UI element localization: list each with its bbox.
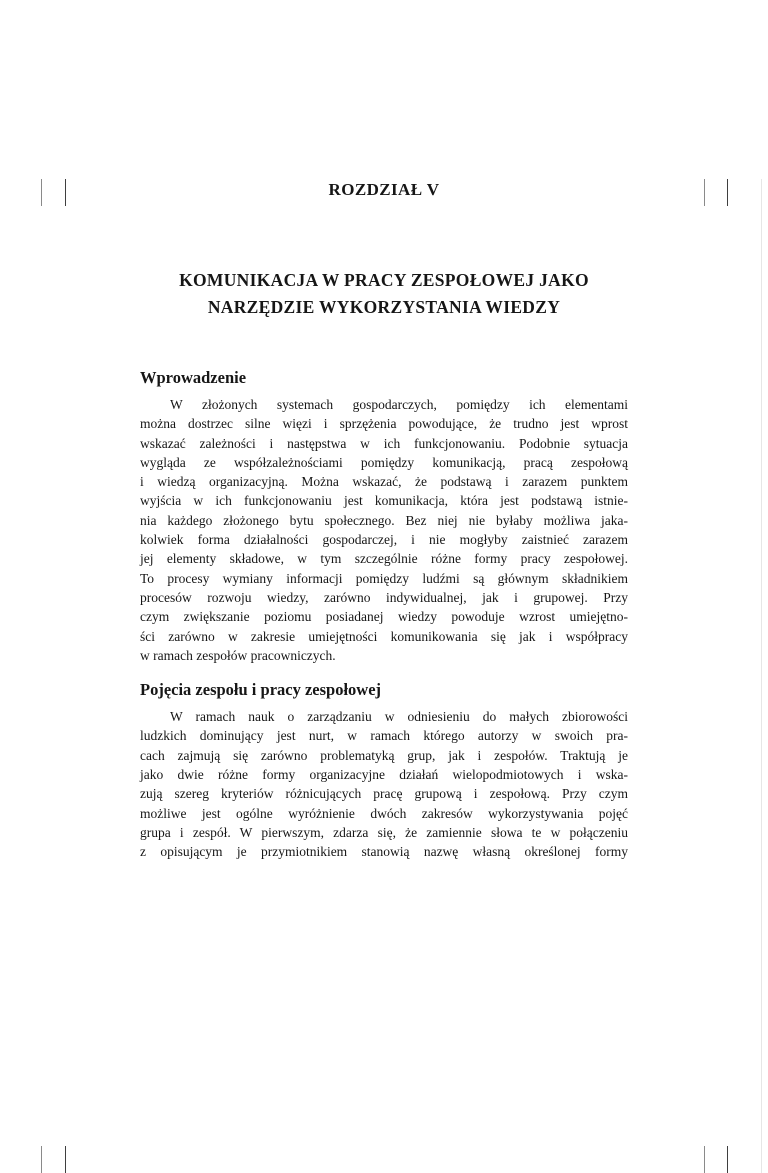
title-line: KOMUNIKACJA W PRACY ZESPOŁOWEJ JAKO: [179, 270, 589, 290]
crop-mark-bottom-left-outer: [41, 1146, 42, 1173]
book-page: [0, 179, 768, 1173]
text-line: W złożonych systemach gospodarczych, pomiędzy ich elementami: [170, 397, 628, 412]
text-line: w ramach zespołów pracowniczych.: [140, 647, 336, 663]
text-column: [140, 179, 628, 862]
text-line: możliwe jest ogólne wyróżnienie dwóch zakresów wykorzystywania pojęć: [140, 805, 628, 821]
crop-mark-top-left-outer: [41, 179, 42, 206]
text-line: To procesy wymiany informacji pomiędzy ludźmi są głównym składnikiem: [140, 570, 628, 586]
text-line: wskazać zależności i następstwa w ich funkcjonowaniu. Podobnie sytuacja: [140, 435, 628, 451]
crop-mark-bottom-right-outer: [727, 1146, 728, 1173]
crop-mark-top-left-inner: [65, 179, 66, 206]
text-line: ści zarówno w zakresie umiejętności komunikowania się jak i współpracy: [140, 628, 628, 644]
page-edge-line: [761, 179, 762, 1173]
section-heading-pojecia: Pojęcia zespołu i pracy zespołowej: [140, 680, 382, 700]
paragraph: [140, 395, 628, 665]
text-line: grupa i zespół. W pierwszym, zdarza się, że zamiennie słowa te w połączeniu: [140, 824, 628, 840]
text-line: kolwiek forma działalności gospodarczej, i nie mogłyby zaistnieć zarazem: [140, 532, 628, 548]
text-line: procesów rozwoju wiedzy, zarówno indywidualnej, jak i grupowej. Przy: [140, 589, 628, 605]
crop-mark-top-right-inner: [704, 179, 705, 206]
text-line: nia każdego złożonego bytu społecznego. Bez niej nie byłaby możliwa jaka-: [140, 512, 628, 528]
text-line: W ramach nauk o zarządzaniu w odniesieniu do małych zbiorowości: [170, 709, 628, 725]
crop-mark-bottom-right-inner: [704, 1146, 705, 1173]
text-line: ludzkich dominujący jest nurt, w ramach którego autorzy w swoich pra-: [140, 728, 628, 744]
section-heading-wprowadzenie: Wprowadzenie: [140, 368, 247, 387]
text-line: czym zwiększanie poziomu posiadanej wiedzy powoduje wzrost umiejętno-: [140, 609, 628, 625]
chapter-heading: ROZDZIAŁ V: [328, 180, 440, 199]
text-line: i wiedzą organizacyjną. Można wskazać, że podstawą i zarazem punktem: [140, 474, 628, 490]
text-line: wyjścia w ich funkcjonowaniu jest komunikacja, która jest podstawą istnie-: [140, 493, 628, 509]
paragraph: [140, 707, 628, 861]
text-line: można dostrzec silne więzi i sprzężenia powodujące, że trudno jest wprost: [140, 416, 628, 432]
text-line: z opisującym je przymiotnikiem stanowią nazwę własną określonej formy: [140, 844, 628, 860]
crop-mark-top-right-outer: [727, 179, 728, 206]
text-line: jej elementy składowe, w tym szczególnie różne formy pracy zespołowej.: [140, 551, 628, 567]
crop-mark-bottom-left-inner: [65, 1146, 66, 1173]
text-line: zują szereg kryteriów różnicujących pracę grupową i zespołową. Przy czym: [140, 786, 628, 802]
title-line: NARZĘDZIE WYKORZYSTANIA WIEDZY: [207, 297, 561, 317]
text-line: wygląda ze współzależnościami pomiędzy komunikacją, pracą zespołową: [140, 454, 628, 470]
text-line: jako dwie różne formy organizacyjne działań wielopodmiotowych i wska-: [140, 767, 628, 783]
document-title: [140, 267, 628, 321]
text-line: cach zajmują się zarówno problematyką grup, jak i zespołów. Traktują je: [140, 747, 628, 763]
